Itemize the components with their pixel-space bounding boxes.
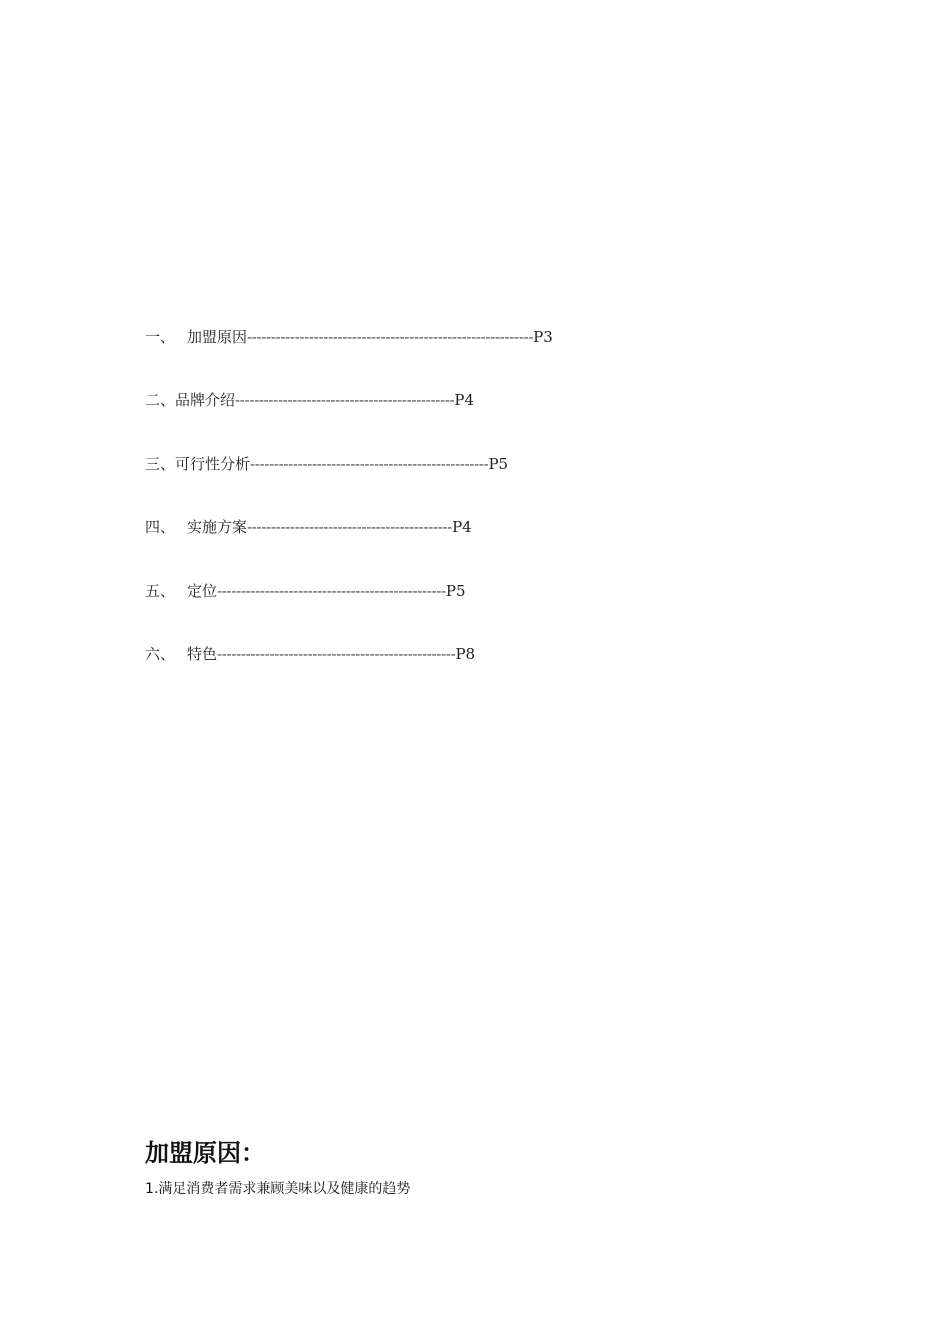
toc-item-4[interactable]	[145, 516, 553, 579]
toc-item-6[interactable]	[145, 643, 553, 706]
toc-number: 三、	[145, 454, 176, 473]
toc-number: 一、	[145, 328, 176, 346]
section-heading: 加盟原因：	[145, 1139, 265, 1167]
toc-page: P4	[452, 518, 472, 537]
toc-page: P4	[454, 391, 475, 410]
toc-leader: --------------------------------------------------	[250, 454, 489, 473]
toc-item-5[interactable]	[145, 580, 553, 643]
toc-title: 定位	[187, 581, 218, 600]
toc-leader: --------------------------------------------------	[217, 644, 456, 663]
toc-item-1[interactable]	[145, 326, 553, 389]
toc-page: P5	[488, 454, 509, 473]
section-reasons	[145, 1135, 410, 1199]
table-of-contents	[145, 326, 553, 706]
toc-page: P3	[533, 328, 553, 346]
toc-leader: -------------------------------------------	[247, 518, 453, 537]
toc-leader: ------------------------------------------------	[217, 581, 446, 600]
toc-title: 加盟原因	[187, 328, 248, 346]
toc-item-3[interactable]	[145, 453, 553, 516]
toc-number: 四、	[145, 518, 176, 537]
toc-title: 品牌介绍	[175, 391, 236, 410]
toc-number: 六、	[145, 644, 176, 663]
toc-title: 可行性分析	[175, 454, 251, 473]
toc-title: 特色	[187, 644, 218, 663]
section-paragraph: 1.满足消费者需求兼顾美味以及健康的趋势	[145, 1181, 411, 1197]
toc-leader: ------------------------------------------------------------	[247, 328, 534, 346]
toc-page: P5	[445, 581, 466, 600]
toc-leader: ----------------------------------------------	[235, 391, 455, 410]
toc-title: 实施方案	[187, 518, 248, 537]
toc-number: 二、	[145, 391, 176, 410]
toc-number: 五、	[145, 581, 176, 600]
toc-page: P8	[455, 644, 476, 663]
toc-item-2[interactable]	[145, 389, 553, 452]
